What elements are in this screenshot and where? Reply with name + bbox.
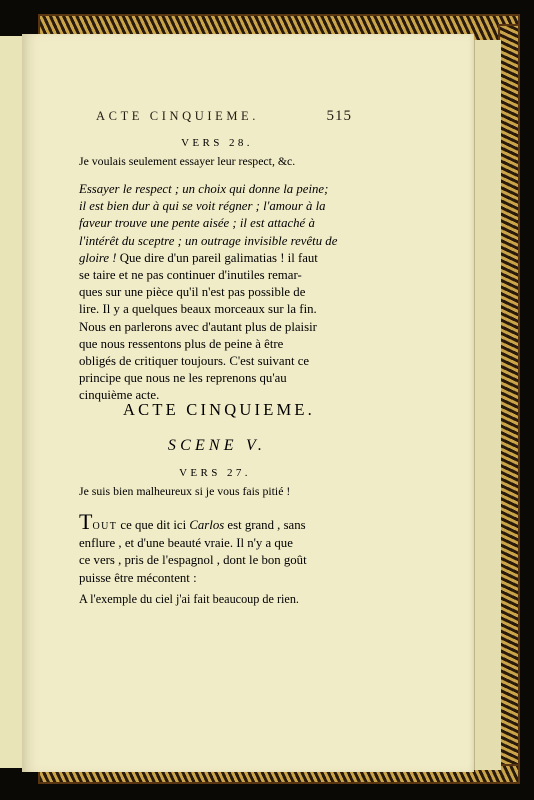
para-line [79, 250, 357, 267]
para-line: l'intérêt du sceptre ; un outrage invisible revêtu de [79, 233, 338, 248]
para-line [79, 509, 357, 535]
para-line: puisse être mécontent : [79, 570, 197, 585]
gilt-binding-right [498, 24, 520, 780]
act-heading: ACTE CINQUIEME. [123, 400, 315, 419]
running-head-title: ACTE CINQUIEME. [96, 109, 260, 123]
commentary-paragraph-2 [79, 509, 357, 587]
para-line: que nous ressentons plus de peine à être [79, 336, 284, 351]
quoted-verse-1: Je voulais seulement essayer leur respect, &c. [79, 154, 296, 168]
page-number: 515 [326, 108, 352, 124]
scene-heading: SCENE V. [167, 437, 267, 454]
character-name: Carlos [189, 518, 225, 532]
para-line: il est bien dur à qui se voit régner ; l'amour à la [79, 199, 326, 214]
para-italic-fragment: gloire ! [79, 250, 117, 265]
page-stack-edge [474, 40, 501, 770]
para-line: Essayer le respect ; un choix qui donne la peine; [79, 182, 329, 196]
drop-cap: T [79, 509, 93, 534]
para-roman-fragment: Que dire d'un pareil galimatias ! il faut [116, 250, 318, 265]
para-line: cinquième acte. [79, 388, 160, 403]
para-fragment: est grand , sans [224, 518, 306, 532]
verse-reference-28: VERS 28. [181, 137, 253, 149]
para-fragment: ce que dit ici [117, 518, 190, 532]
small-caps-word: OUT [92, 521, 118, 532]
para-line: principe que nous ne les reprenons qu'au [79, 371, 287, 386]
para-line: lire. Il y a quelques beaux morceaux sur la fin. [79, 302, 317, 317]
para-line: ce vers , pris de l'espagnol , dont le bon goût [79, 553, 307, 568]
running-head [96, 108, 352, 125]
facing-page-edge [0, 36, 23, 768]
para-line: ques sur une pièce qu'il n'est pas possible de [79, 285, 306, 300]
commentary-paragraph-1 [79, 181, 357, 405]
quoted-verse-2: Je suis bien malheureux si je vous fais pitié ! [79, 484, 291, 498]
para-line: obligés de critiquer toujours. C'est suivant ce [79, 354, 310, 369]
verse-reference-27: VERS 27. [179, 467, 251, 479]
para-line: enflure , et d'une beauté vraie. Il n'y a que [79, 536, 293, 551]
para-line: Nous en parlerons avec d'autant plus de plaisir [79, 319, 317, 334]
quoted-verse-3: A l'exemple du ciel j'ai fait beaucoup de rien. [79, 592, 299, 606]
para-line: se taire et ne pas continuer d'inutiles remar- [79, 268, 302, 283]
para-line: faveur trouve une pente aisée ; il est attaché à [79, 216, 315, 231]
